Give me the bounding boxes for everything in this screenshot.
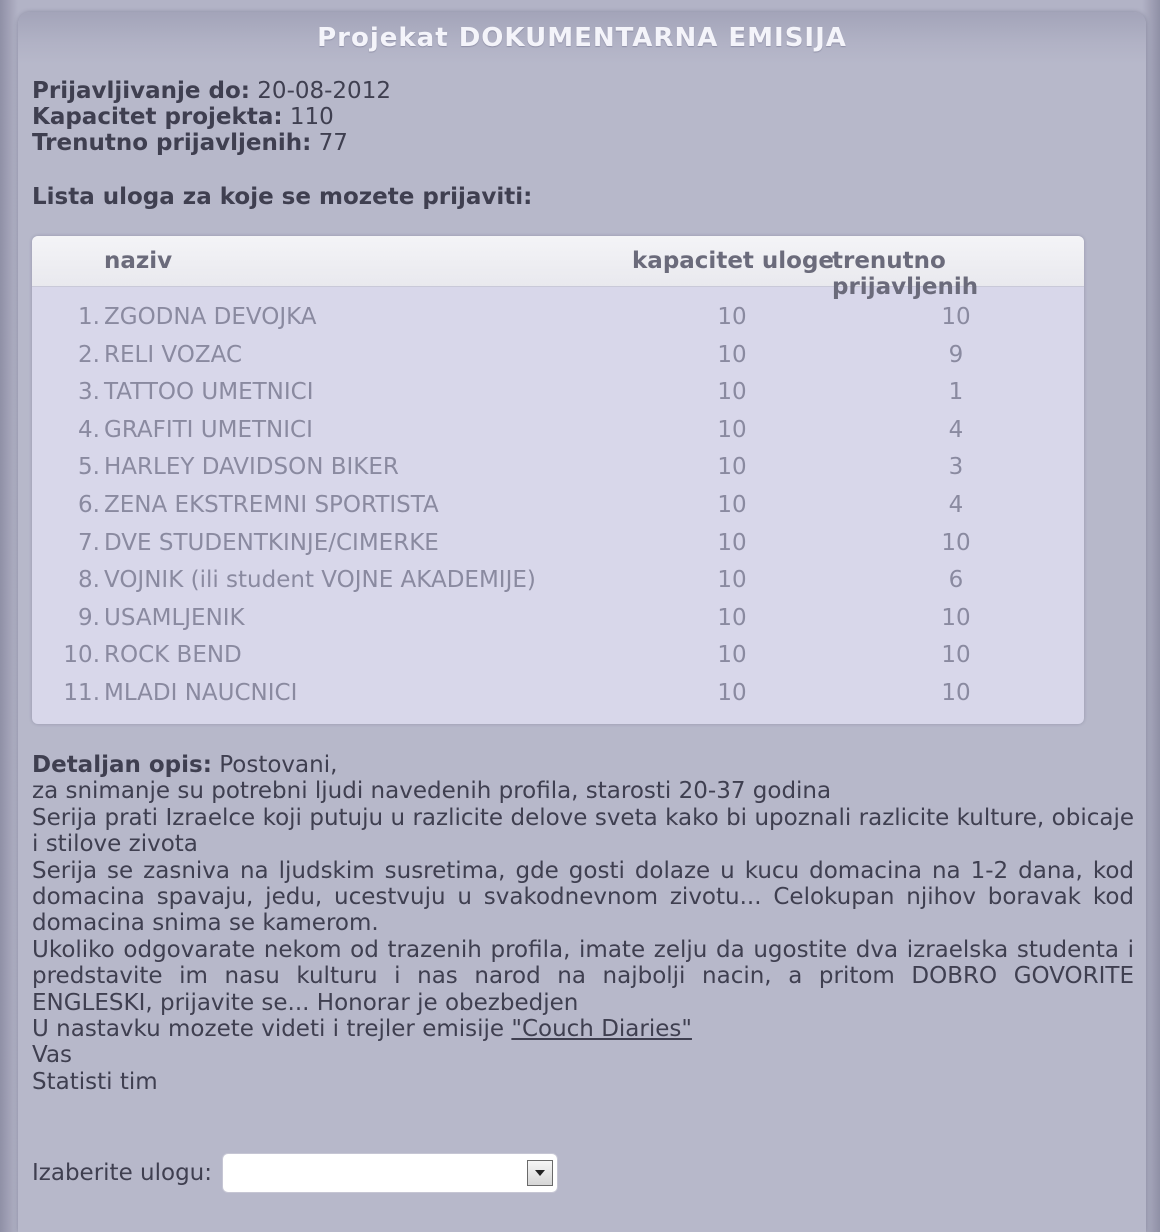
role-name: TATTOO UMETNICI [104,379,314,406]
role-current: 1 [948,379,964,406]
role-current: 3 [948,454,964,481]
role-capacity: 10 [717,567,747,594]
role-capacity: 10 [717,341,747,368]
role-current: 10 [941,679,971,706]
roles-table-header [32,236,1084,300]
description-signature: Statisti tim [32,1068,158,1095]
description-line: Ukoliko odgovarate nekom od trazenih profila, imate zelju da ugostite dva izraelska studenta i predstavite im nasu kulturu i nas narod na najbolji nacin, a pritom DOBRO GOVORITE ENGLESKI, prijavite se... Honorar je obezbedjen [32,936,1134,1016]
trailer-link[interactable]: "Couch Diaries" [511,1016,692,1043]
role-name: HARLEY DAVIDSON BIKER [104,454,399,481]
description-line [32,752,1134,778]
role-current: 10 [941,304,971,330]
capacity-line [32,104,391,130]
role-current: 9 [948,341,964,368]
row-number: 8. [78,567,100,594]
table-row [32,298,1084,336]
role-name: ZENA EKSTREMNI SPORTISTA [104,491,439,518]
row-number: 6. [78,491,100,518]
row-number: 2. [78,341,100,368]
current-value: 77 [318,130,348,156]
role-name: DVE STUDENTKINJE/CIMERKE [104,529,439,556]
table-row [32,336,1084,374]
role-capacity: 10 [717,491,747,518]
detailed-description [32,752,1134,1095]
capacity-value: 110 [289,104,334,130]
role-select-label: Izaberite ulogu: [32,1160,212,1186]
role-capacity: 10 [717,304,747,330]
current-label: Trenutno prijavljenih: [32,130,312,156]
column-header-current: trenutno prijavljenih [832,248,979,300]
role-capacity: 10 [717,416,747,443]
row-number: 4. [78,416,100,443]
role-current: 4 [948,416,964,443]
role-capacity: 10 [717,604,747,631]
roles-table-body [32,298,1084,712]
roles-heading: Lista uloga za koje se mozete prijaviti: [32,184,533,210]
role-current: 10 [941,642,971,669]
role-capacity: 10 [717,454,747,481]
current-line [32,130,391,156]
description-line: za snimanje su potrebni ljudi navedenih profila, starosti 20-37 godina [32,778,832,805]
role-capacity: 10 [717,642,747,669]
column-header-capacity: kapacitet uloge [632,248,835,274]
table-row [32,448,1084,486]
role-capacity: 10 [717,679,747,706]
role-select[interactable] [222,1153,558,1193]
table-row [32,561,1084,599]
role-name: VOJNIK (ili student VOJNE AKADEMIJE) [104,567,536,594]
description-line: Serija se zasniva na ljudskim susretima, gde gosti dolaze u kucu domacina na 1-2 dana, kod domacina spavaju, jedu, ucestvuju u svakodnevnom zivotu... Celokupan njihov boravak kod domacina snima se kamerom. [32,857,1134,937]
role-name: MLADI NAUCNICI [104,679,298,706]
roles-table [32,236,1084,724]
row-number: 7. [78,529,100,556]
table-row [32,599,1084,637]
table-row [32,486,1084,524]
role-name: USAMLJENIK [104,604,245,631]
role-chooser [32,1152,558,1194]
role-current: 6 [948,567,964,594]
role-capacity: 10 [717,529,747,556]
deadline-label: Prijavljivanje do: [32,78,250,104]
deadline-value: 20-08-2012 [257,78,391,104]
column-header-name: naziv [104,248,173,274]
description-line [32,1016,1134,1042]
description-line: Vas [32,1042,73,1069]
table-row [32,373,1084,411]
row-number: 10. [63,642,100,669]
project-panel [18,12,1146,1232]
role-name: RELI VOZAC [104,341,242,368]
row-number: 9. [78,604,100,631]
role-capacity: 10 [717,379,747,406]
table-row [32,411,1084,449]
row-number: 1. [78,304,100,330]
description-line: Serija prati Izraelce koji putuju u razlicite delove sveta kako bi upoznali razlicite kulture, obicaje i stilove zivota [32,804,1134,858]
deadline-line [32,78,391,104]
table-row [32,674,1084,712]
row-number: 5. [78,454,100,481]
role-current: 4 [948,491,964,518]
row-number: 3. [78,379,100,406]
capacity-label: Kapacitet projekta: [32,104,283,130]
description-greeting: Postovani, [219,752,338,778]
page-title: Projekat DOKUMENTARNA EMISIJA [18,12,1146,64]
role-current: 10 [941,529,971,556]
trailer-text: U nastavku mozete videti i trejler emisije [32,1016,505,1043]
role-name: ZGODNA DEVOJKA [104,304,317,330]
role-name: ROCK BEND [104,642,242,669]
project-info [32,78,391,156]
role-name: GRAFITI UMETNICI [104,416,313,443]
table-row [32,636,1084,674]
description-label: Detaljan opis: [32,752,212,778]
chevron-down-icon[interactable] [527,1160,553,1186]
role-current: 10 [941,604,971,631]
table-row [32,524,1084,562]
row-number: 11. [63,679,100,706]
